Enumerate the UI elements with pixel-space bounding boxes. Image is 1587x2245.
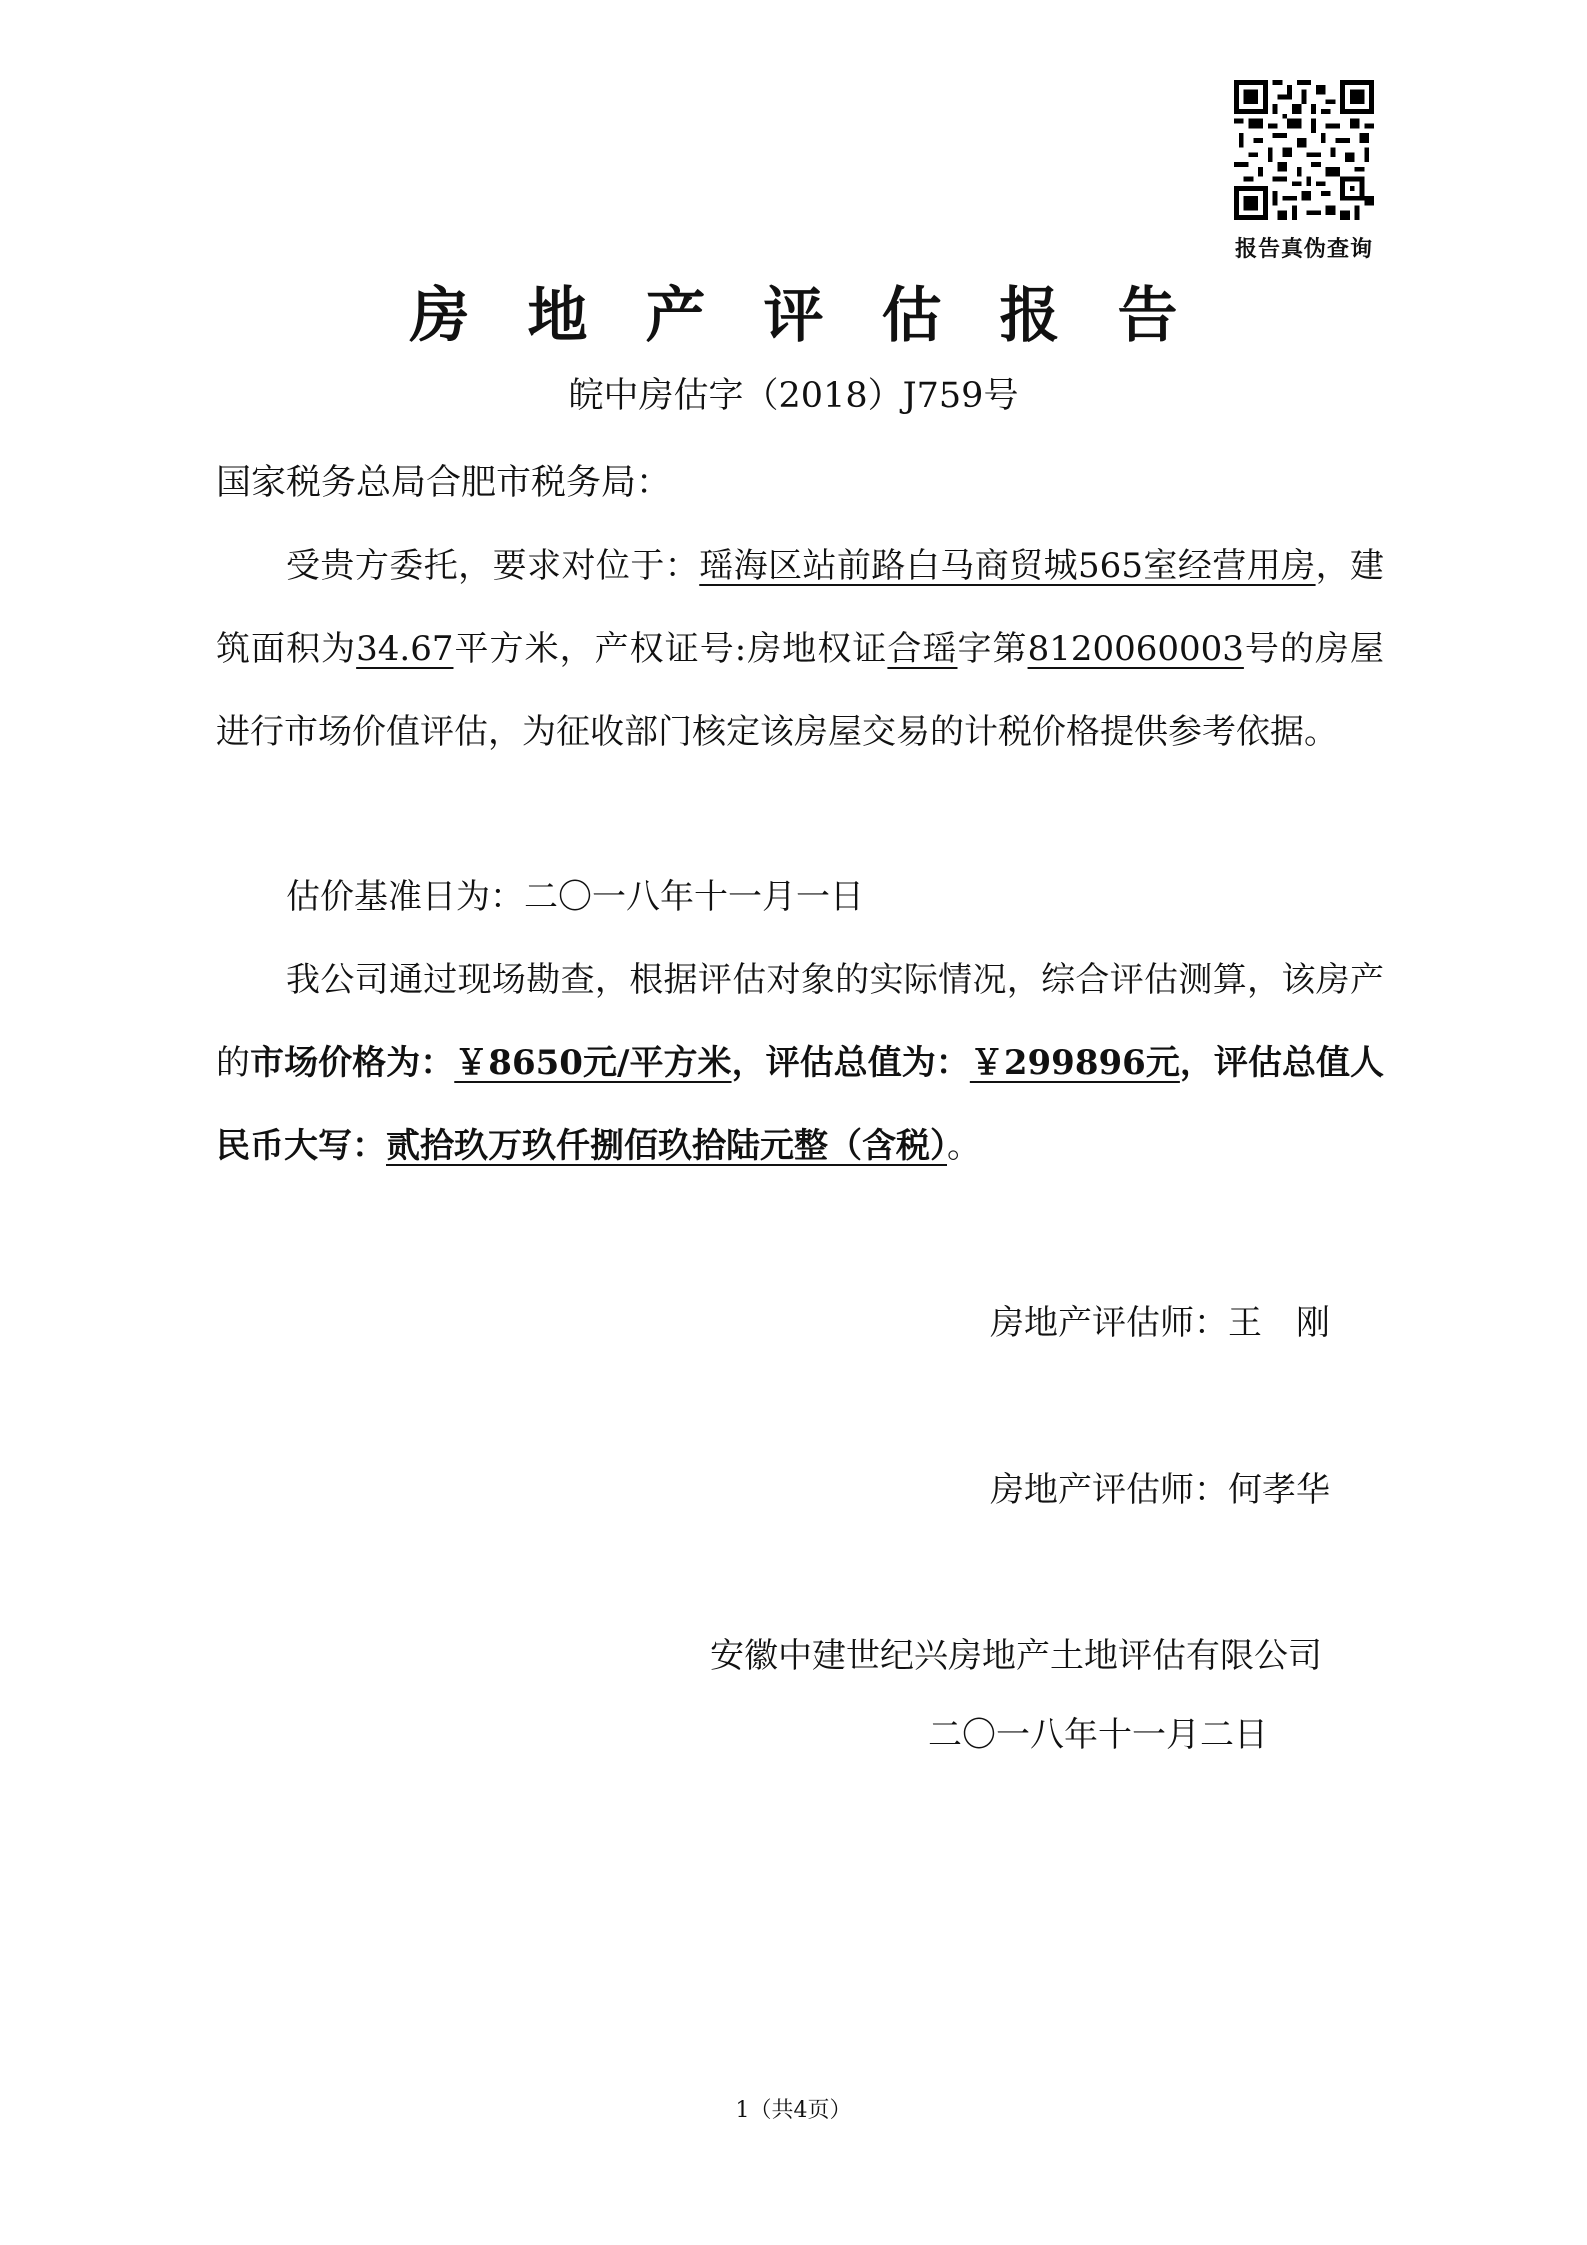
certificate-district: 合瑶 [887,629,958,669]
appraiser-signature [990,1295,1330,1344]
page-title [0,268,1587,354]
reference-number: 皖中房估字（2018）J759号 [568,376,1019,416]
appraiser-role: 房地产评估师： [990,1303,1228,1343]
market-price-label: 市场价格为： [250,1043,455,1083]
title-char: 报 [999,281,1060,351]
appraiser-signature [990,1462,1330,1511]
para-text: 号的房屋进行市场价值评估，为征收部门核定该房屋交易的计税价格提供参考依据。 [216,629,1385,752]
qr-code-icon[interactable] [1234,80,1374,220]
result-paragraph [216,939,1384,1188]
punctuation: ， [731,1043,766,1083]
para-text: 受贵方委托，要求对位于： [286,546,700,586]
appraiser-name: 王 刚 [1228,1303,1330,1343]
certificate-number: 8120060003 [1027,629,1244,669]
valuation-date: 二〇一八年十一月一日 [524,877,864,917]
para-text: 我公司通过现场勘查，根据评估对象的实际情况，综合评估测算，该房产的 [216,960,1384,1083]
rmb-uppercase-value: 贰拾玖万玖仟捌佰玖拾陆元整（含税） [386,1126,947,1166]
company-name: 安徽中建世纪兴房地产土地评估有限公司 [710,1636,1322,1676]
total-value-label: 评估总值为： [765,1043,970,1083]
page-number: 1（共4页） [735,2098,852,2123]
para-text: ，建筑面积为 [216,546,1385,669]
title-char: 产 [645,281,706,351]
punctuation: 。 [947,1126,981,1166]
appraiser-role: 房地产评估师： [990,1470,1228,1510]
commission-paragraph [216,525,1384,774]
rmb-uppercase-label: 评估总值人民币大写： [216,1043,1385,1166]
appraiser-name: 何孝华 [1228,1470,1330,1510]
valuation-date-label: 估价基准日为： [286,877,524,917]
qr-caption: 报告真伪查询 [1234,236,1373,262]
total-value: ￥299896元 [969,1043,1180,1083]
title-char: 评 [763,281,824,351]
unit-price: ￥8650元/平方米 [454,1043,732,1083]
para-text: 平方米，产权证号:房地权证 [453,629,888,669]
report-date: 二〇一八年十一月二日 [928,1715,1268,1755]
title-char: 地 [527,281,588,351]
property-address: 瑶海区站前路白马商贸城565室经营用房 [699,546,1316,586]
valuation-date-paragraph [216,856,1384,939]
para-text: 字第 [957,629,1028,669]
building-area: 34.67 [356,629,454,669]
punctuation: ， [1179,1043,1214,1083]
title-char: 房 [409,281,470,351]
title-char: 告 [1117,281,1178,351]
title-char: 估 [881,281,942,351]
addressee: 国家税务总局合肥市税务局： [216,463,672,503]
